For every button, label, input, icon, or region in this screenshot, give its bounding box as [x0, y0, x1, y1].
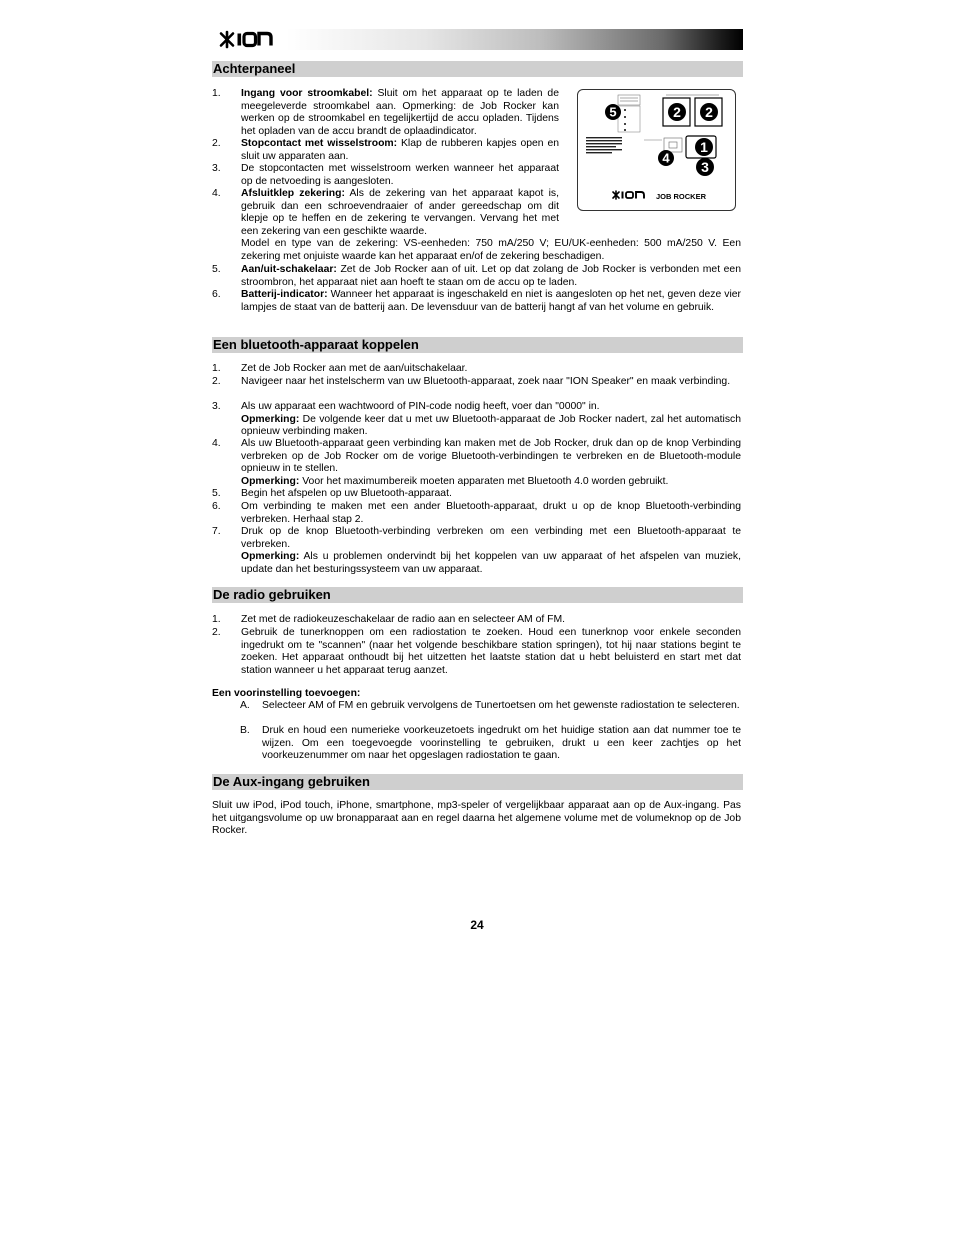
list-item [212, 163, 559, 188]
note-text: De volgende keer dat u met uw Bluetooth-apparaat de Job Rocker nadert, zal het automatisch opnieuw verbinding maken. [241, 413, 741, 438]
list-number: 4. [212, 188, 221, 199]
list-number: 2. [212, 627, 221, 638]
list-number: 2. [212, 138, 221, 149]
item-text: Druk en houd een numerieke voorkeuzetoets ingedrukt om het huidige station aan dat nummer toe te wijzen. Om een toegevoegde voorinstelling te gebruiken, drukt u een keer zachtjes op het voorkeuzenummer om naar het opgeslagen radiostation te gaan. [262, 725, 741, 762]
list-number: 5. [212, 488, 221, 499]
item-text: Wanneer het apparaat is ingeschakeld en niet is aangesloten op het net, geven deze vier lampjes de staat van de batterij aan. De levensduur van de batterij hangt af van het volume en gebruik. [241, 289, 741, 313]
callout-label: 5 [609, 104, 617, 120]
list-item [212, 363, 741, 376]
page-number: 24 [470, 918, 484, 932]
list-number: 1. [212, 363, 221, 374]
section-title-achterpaneel: Achterpaneel [212, 61, 743, 77]
item-text: Zet met de radiokeuzeschakelaar de radio aan en selecteer AM of FM. [241, 614, 566, 625]
item-text: Navigeer naar het instelscherm van uw Bluetooth-apparaat, zoek naar "ION Speaker" en maak verbinding. [241, 376, 731, 387]
callout-1 [695, 138, 713, 156]
list-item [212, 88, 559, 138]
list-number: 7. [212, 526, 221, 537]
callout-5 [605, 104, 621, 120]
item-text: Sluit om het apparaat op te laden de meegeleverde stroomkabel aan. Opmerking: de Job Rocker kan werken op de stroomkabel en tegelijkertijd de accu opladen. Tijdens het opladen van de accu brandt de oplaadindicator. [241, 88, 559, 137]
list-item [212, 627, 741, 677]
item-label: Batterij-indicator: [241, 289, 328, 300]
section-title-aux: De Aux-ingang gebruiken [212, 774, 743, 790]
list-number: 6. [212, 501, 221, 512]
item-extra-text: Model en type van de zekering: VS-eenheden: 750 mA/250 V; EU/UK-eenheden: 500 mA/250 V. Een zekering met onjuiste waarde kan het apparaat en/of de zekering beschadigen. [241, 238, 741, 262]
item-text: Als uw Bluetooth-apparaat geen verbinding kan maken met de Job Rocker, druk dan op de knop Verbinding verbreken op de Job Rocker om de vorige Bluetooth-verbindingen te verbreken en de Bluetooth-module opnieuw in te stellen. [241, 438, 741, 475]
item-text: Druk op de knop Bluetooth-verbinding verbreken om een verbinding met een Bluetooth-apparaat te verbreken. [241, 526, 741, 550]
callout-label: 1 [700, 139, 708, 155]
list-number: 3. [212, 401, 221, 412]
ion-logo [218, 30, 274, 49]
list-item [212, 614, 741, 627]
note-text: Als u problemen ondervindt bij het koppelen van uw apparaat of het afspelen van muziek, update dan het besturingssysteem van uw apparaat. [241, 551, 741, 575]
list-item [212, 289, 741, 314]
list-number: 4. [212, 438, 221, 449]
header-gradient-bar [212, 29, 743, 50]
list-item [212, 264, 741, 289]
list-item [240, 725, 741, 763]
rear-panel-figure [577, 89, 736, 211]
note-label: Opmerking: [241, 475, 300, 487]
callout-label: 3 [701, 159, 709, 175]
list-item [212, 188, 559, 238]
list-item [212, 501, 741, 526]
callout-2 [700, 103, 718, 121]
list-number: 3. [212, 163, 221, 174]
item-label: Ingang voor stroomkabel: [241, 88, 373, 99]
item-text: Zet de Job Rocker aan met de aan/uitschakelaar. [241, 363, 468, 374]
callout-2 [668, 103, 686, 121]
list-item [212, 488, 741, 501]
product-label: JOB ROCKER [656, 192, 707, 201]
item-label: Stopcontact met wisselstroom: [241, 138, 398, 149]
list-item [240, 700, 741, 713]
item-label: Aan/uit-schakelaar: [241, 264, 337, 275]
rear-panel-diagram [578, 90, 735, 210]
item-text: Om verbinding te maken met een ander Bluetooth-apparaat, drukt u op de knop Bluetooth-verbinding verbreken. Herhaal stap 2. [241, 501, 741, 525]
item-text: Begin het afspelen op uw Bluetooth-apparaat. [241, 488, 452, 499]
list-item [212, 401, 741, 439]
section-title-radio: De radio gebruiken [212, 587, 743, 603]
note-text: Voor het maximumbereik moeten apparaten met Bluetooth 4.0 worden gebruikt. [299, 475, 669, 487]
item-text: Zet de Job Rocker aan of uit. Let op dat zolang de Job Rocker is verbonden met een stroombron, het apparaat niet aan hoeft te staan om de accu op te laden. [241, 264, 741, 288]
list-letter: B. [240, 725, 250, 736]
list-number: 5. [212, 264, 221, 275]
list-number: 1. [212, 614, 221, 625]
list-letter: A. [240, 700, 250, 711]
list-item [212, 438, 741, 488]
figure-ion-logo [613, 191, 644, 199]
note-label: Opmerking: [241, 413, 300, 425]
list-item [212, 376, 741, 389]
list-number: 6. [212, 289, 221, 300]
callout-3 [696, 158, 714, 176]
callout-4 [658, 150, 674, 166]
callout-label: 2 [673, 104, 681, 120]
callout-label: 2 [705, 104, 713, 120]
preset-subtitle: Een voorinstelling toevoegen: [212, 688, 361, 699]
note-label: Opmerking: [241, 551, 300, 563]
list-number: 2. [212, 376, 221, 387]
item-text: Selecteer AM of FM en gebruik vervolgens de Tunertoetsen om het gewenste radiostation te selecteren. [262, 700, 740, 711]
aux-paragraph: Sluit uw iPod, iPod touch, iPhone, smartphone, mp3-speler of vergelijkbaar apparaat aan op de Aux-ingang. Pas het uitgangsvolume op uw bronapparaat aan en regel daarna het algemene volume met de volumeknop op de Job Rocker. [212, 800, 741, 837]
item-label: Afsluitklep zekering: [241, 188, 345, 199]
item-text: Als uw apparaat een wachtwoord of PIN-code nodig heeft, voer dan "0000" in. [241, 401, 600, 412]
list-item-continuation [212, 238, 741, 263]
list-number: 1. [212, 88, 221, 99]
item-text: De stopcontacten met wisselstroom werken wanneer het apparaat op de netvoeding is aangesloten. [241, 163, 559, 187]
list-item [212, 526, 741, 576]
list-item [212, 138, 559, 163]
item-text: Klap de rubberen kapjes open en sluit uw apparaten aan. [241, 138, 559, 162]
item-text: Gebruik de tunerknoppen om een radiostation te zoeken. Houd een tunerknop voor enkele seconden ingedrukt om te "scannen" (naar het volgende beschikbare station springen), tot hij naar stations begint te zoeken. Het apparaat onthoudt bij het uitzetten het laatste station dat u hebt beluisterd en start met dat station wanneer u het apparaat terug aanzet. [241, 627, 741, 676]
item-text: Als de zekering van het apparaat kapot is, gebruik dan een schroevendraaier of ander gereedschap om dit klepje op te heffen en de zekering te vervangen. Vervang het met een zekering van een geschikte waarde. [241, 188, 559, 237]
section-title-bluetooth: Een bluetooth-apparaat koppelen [212, 337, 743, 353]
callout-label: 4 [662, 150, 670, 166]
